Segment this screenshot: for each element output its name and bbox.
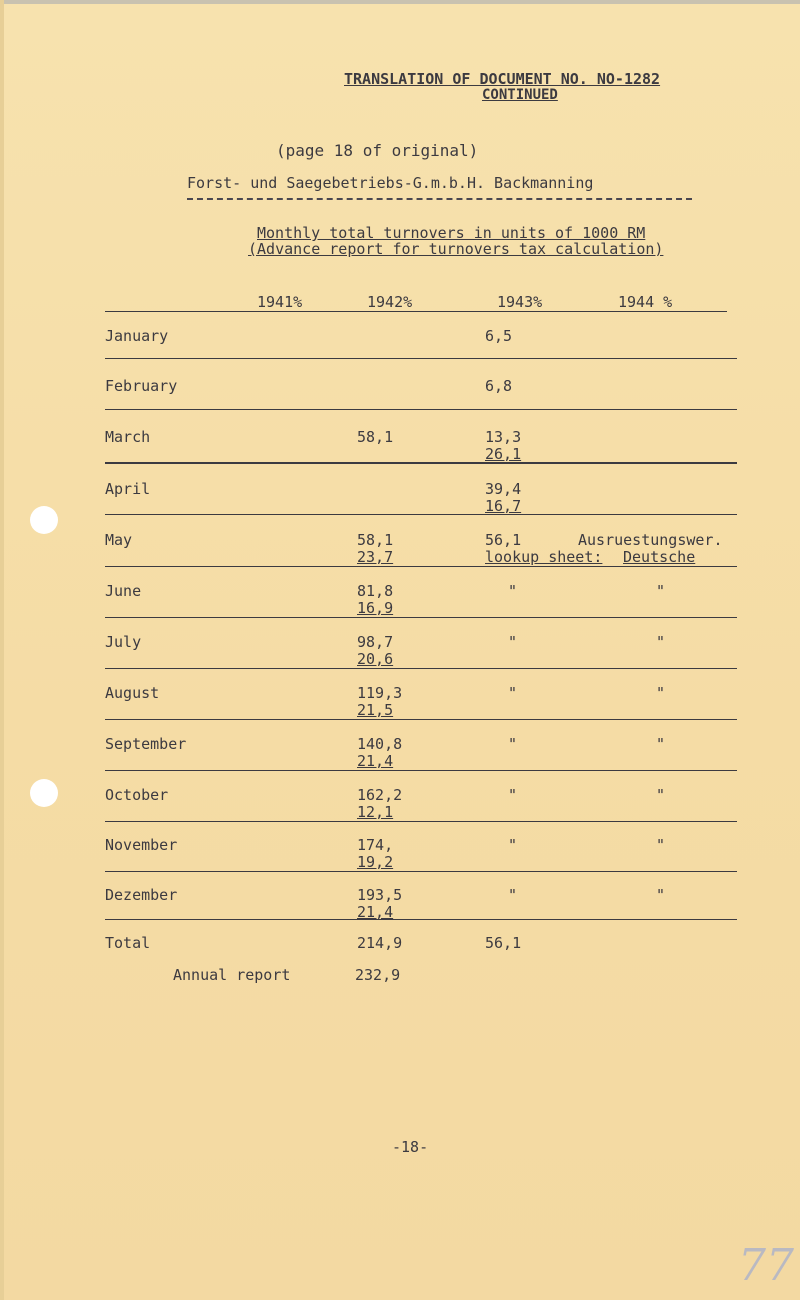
- col-header-1942: 1942%: [367, 293, 413, 311]
- translation-heading: TRANSLATION OF DOCUMENT NO. NO-1282: [344, 70, 661, 88]
- cell-1942: 98,7: [357, 633, 394, 651]
- company-name: Forst- und Saegebetriebs-G.m.b.H. Backmanning: [187, 174, 594, 192]
- row-month-label: Total: [105, 934, 151, 952]
- top-edge: [0, 0, 800, 4]
- row-month-label: June: [105, 582, 142, 600]
- col-header-1944: 1944 %: [618, 293, 673, 311]
- cell-1944: ": [656, 582, 666, 600]
- cell-1943: ": [508, 633, 518, 651]
- row-divider: [105, 821, 737, 822]
- cell-1942: 21,5: [357, 701, 394, 719]
- cell-1943: 26,1: [485, 445, 522, 463]
- cell-1942: 21,4: [357, 752, 394, 770]
- page-of-original: (page 18 of original): [276, 141, 479, 160]
- cell-1942: 140,8: [357, 735, 403, 753]
- table-title-line2: (Advance report for turnovers tax calculation): [248, 240, 664, 258]
- header-rule: [105, 311, 727, 312]
- row-divider: [105, 409, 737, 410]
- row-month-label: May: [105, 531, 133, 549]
- cell-1944: Ausruestungswer.: [578, 531, 723, 549]
- cell-1942: 58,1: [357, 531, 394, 549]
- cell-1942: 19,2: [357, 853, 394, 871]
- punch-hole: [30, 779, 58, 807]
- cell-1942: 23,7: [357, 548, 394, 566]
- cell-1942: 214,9: [357, 934, 403, 952]
- row-month-label: Dezember: [105, 886, 178, 904]
- cell-1942: 81,8: [357, 582, 394, 600]
- cell-1942: 174,: [357, 836, 394, 854]
- handwritten-number: 77: [738, 1240, 794, 1291]
- cell-1943: ": [508, 684, 518, 702]
- cell-1943: 13,3: [485, 428, 522, 446]
- cell-1944: ": [656, 886, 666, 904]
- row-divider: [105, 668, 737, 669]
- row-month-label: April: [105, 480, 151, 498]
- row-month-label: January: [105, 327, 169, 345]
- row-divider: [105, 358, 737, 359]
- row-divider: [105, 566, 737, 567]
- row-month-label: November: [105, 836, 178, 854]
- cell-1943: ": [508, 786, 518, 804]
- cell-1944: ": [656, 684, 666, 702]
- cell-1943: ": [508, 886, 518, 904]
- cell-1942: 21,4: [357, 903, 394, 921]
- cell-1943: ": [508, 735, 518, 753]
- punch-hole: [30, 506, 58, 534]
- row-month-label: October: [105, 786, 169, 804]
- cell-1944: ": [656, 836, 666, 854]
- cell-1944: Deutsche: [623, 548, 696, 566]
- cell-1943: ": [508, 836, 518, 854]
- row-divider: [105, 919, 737, 920]
- annual-report-label: Annual report: [173, 966, 291, 984]
- continued-label: CONTINUED: [482, 87, 558, 103]
- cell-1944: ": [656, 633, 666, 651]
- row-month-label: February: [105, 377, 178, 395]
- cell-1942: 58,1: [357, 428, 394, 446]
- cell-1943: 6,8: [485, 377, 513, 395]
- cell-1942: 12,1: [357, 803, 394, 821]
- row-divider: [105, 770, 737, 771]
- cell-1943: 56,1: [485, 531, 522, 549]
- cell-1942: 193,5: [357, 886, 403, 904]
- row-divider: [105, 719, 737, 720]
- col-header-1943: 1943%: [497, 293, 543, 311]
- cell-1942: 20,6: [357, 650, 394, 668]
- cell-1942: 119,3: [357, 684, 403, 702]
- table-title-line1: Monthly total turnovers in units of 1000 RM: [257, 224, 646, 242]
- cell-1942: 16,9: [357, 599, 394, 617]
- cell-1943: ": [508, 582, 518, 600]
- cell-1944: ": [656, 735, 666, 753]
- row-month-label: March: [105, 428, 151, 446]
- row-divider: [105, 514, 737, 515]
- cell-1943: 6,5: [485, 327, 513, 345]
- cell-1943: 16,7: [485, 497, 522, 515]
- annual-report-value: 232,9: [355, 966, 401, 984]
- row-divider: [105, 462, 737, 464]
- page-number: -18-: [392, 1138, 429, 1156]
- dashed-divider: [187, 198, 692, 200]
- cell-1943: 56,1: [485, 934, 522, 952]
- left-edge: [0, 0, 4, 1300]
- cell-1942: 162,2: [357, 786, 403, 804]
- row-month-label: September: [105, 735, 187, 753]
- row-month-label: August: [105, 684, 160, 702]
- col-header-1941: 1941%: [257, 293, 303, 311]
- cell-1943: lookup sheet:: [485, 548, 603, 566]
- row-divider: [105, 617, 737, 618]
- cell-1944: ": [656, 786, 666, 804]
- row-divider: [105, 871, 737, 872]
- cell-1943: 39,4: [485, 480, 522, 498]
- row-month-label: July: [105, 633, 142, 651]
